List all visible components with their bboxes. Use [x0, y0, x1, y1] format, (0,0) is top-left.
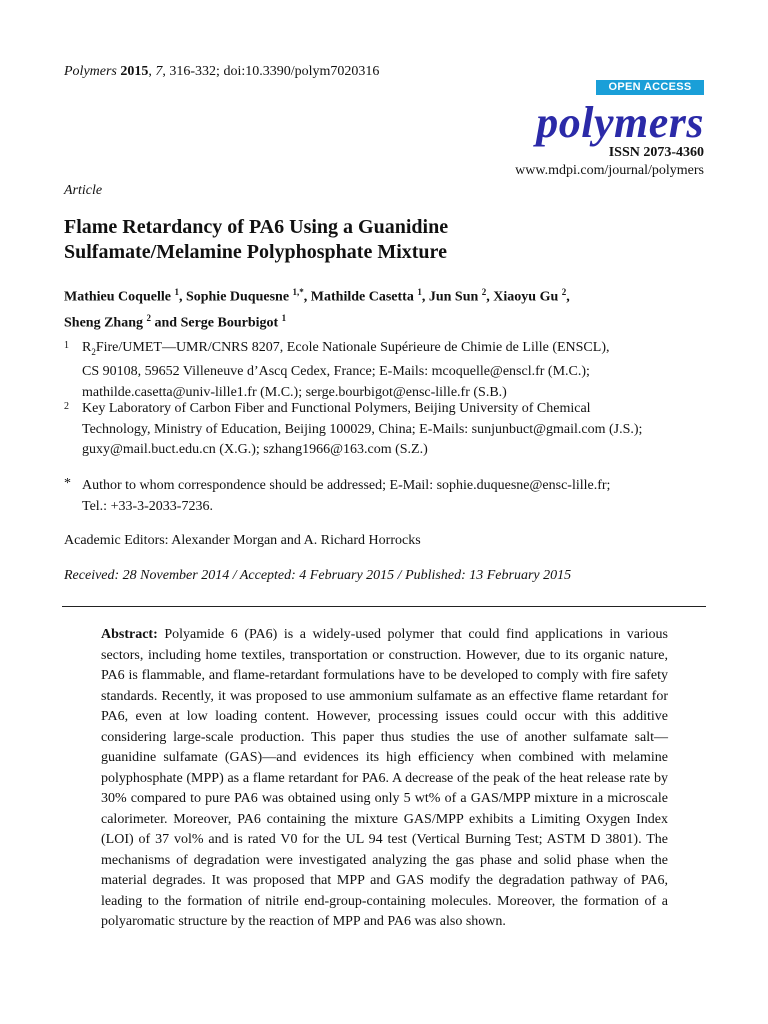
affiliation-line: guxy@mail.buct.edu.cn (X.G.); szhang1966@163.com (S.Z.): [82, 442, 428, 457]
author-affiliation-mark: 2: [481, 287, 487, 297]
affiliation-2: [82, 399, 706, 461]
author-affiliation-mark: 2: [561, 287, 567, 297]
abstract: [101, 625, 668, 933]
affiliation-line: Fire/UMET—UMR/CNRS 8207, Ecole Nationale Supérieure de Chimie de Lille (ENSCL),: [95, 340, 610, 355]
citation-journal: Polymers: [64, 64, 117, 79]
title-line: Flame Retardancy of PA6 Using a Guanidine: [64, 216, 449, 238]
academic-editors: Academic Editors: Alexander Morgan and A. Richard Horrocks: [64, 533, 421, 548]
issn: ISSN 2073-4360: [608, 145, 704, 160]
article-type: Article: [64, 183, 103, 198]
authors-and: and: [154, 315, 178, 331]
correspondence-line: Tel.: +33-3-2033-7236.: [82, 498, 213, 514]
affiliation-number: 1: [64, 340, 69, 351]
journal-url[interactable]: www.mdpi.com/journal/polymers: [515, 163, 704, 178]
correspondence-line: Author to whom correspondence should be addressed; E-Mail: sophie.duquesne@ensc-lille.fr;: [82, 478, 611, 493]
author-affiliation-mark: 2: [146, 313, 151, 324]
correspondence: [82, 476, 706, 517]
correspondence-star: *: [64, 476, 71, 491]
paper-title: [64, 215, 684, 265]
abstract-text: Polyamide 6 (PA6) is a widely-used polymer that could find applications in various sectors, including home textiles, transportation or construction. However, due to its organic nature, PA6 is flammable, and flame-retardant formulations have to be developed to comply with fire safety standards. Recently, it was proposed to use ammonium sulfamate as an effective flame retardant for PA6, even at low loading content. However, processing issues could occur with this additive considering large-scale production. This paper thus studies the use of another sulfamate salt—guanidine sulfamate (GAS)—and evidences its high efficiency when combined with melamine polyphosphate (MPP) as a flame retardant for PA6. A decrease of the peak of the heat release rate by 30% compared to pure PA6 was obtained using only 5 wt% of a GAS/MPP mixture in a microscale calorimeter. Moreover, PA6 containing the mixture GAS/MPP exhibits a Limiting Oxygen Index (LOI) of 37 vol% and is rated V0 for the UL 94 test (Vertical Burning Test; ASTM D 3801). The mechanisms of degradation were investigated analyzing the gas phase and solid phase when the material degrades. It was proposed that MPP and GAS modify the degradation pathway of PA6, leading to the formation of nitrile end-group-containing molecules. Moreover, the formation of a polyaromatic structure by the reaction of MPP and PA6 was also shown.: [101, 627, 669, 929]
affiliation-line: Technology, Ministry of Education, Beijing 100029, China; E-Mails: sunjunbuct@gmail.com (J.S.);: [82, 421, 643, 437]
r2-subscript: 2: [91, 346, 96, 357]
author-name: Sophie Duquesne: [185, 289, 290, 305]
author-name: Xiaoyu Gu: [493, 289, 559, 305]
author-affiliation-mark: 1,*: [292, 287, 304, 297]
author-affiliation-mark: 1: [281, 313, 287, 324]
affiliation-1: [82, 338, 706, 403]
r2-prefix: R: [82, 340, 92, 355]
author-name: Sheng Zhang: [64, 315, 143, 331]
citation-year: 2015: [120, 64, 149, 79]
author-name: Mathilde Casetta: [310, 289, 414, 305]
citation-line: Polymers 2015, 7, 316-332; doi:10.3390/polym7020316: [64, 64, 380, 79]
affiliation-line: mathilde.casetta@univ-lille1.fr (M.C.); serge.bourbigot@ensc-lille.fr (S.B.): [82, 384, 507, 400]
title-line: Sulfamate/Melamine Polyphosphate Mixture: [64, 241, 447, 263]
abstract-label: Abstract:: [101, 627, 158, 642]
divider: [62, 606, 706, 607]
author-affiliation-mark: 1: [174, 287, 179, 297]
journal-logo: polymers: [536, 98, 704, 147]
author-affiliation-mark: 1: [417, 287, 422, 297]
open-access-badge: OPEN ACCESS: [596, 80, 704, 95]
author-name: Jun Sun: [428, 289, 479, 305]
author-name: Serge Bourbigot: [180, 315, 279, 331]
affiliation-number: 2: [64, 401, 69, 412]
author-name: Mathieu Coquelle: [64, 289, 171, 305]
author-list: Mathieu Coquelle $^1$, Sophie Duquesne $^{1,*}$, Mathilde Casetta $^1$, Jun Sun $^2$, Xiaoyu Gu $^2$, Sheng Zhang $^2$ and Serge Bourbigot $^1$: [64, 287, 570, 331]
affiliation-line: CS 90108, 59652 Villeneuve d’Ascq Cedex, France; E-Mails: mcoquelle@enscl.fr (M.C.);: [82, 364, 590, 380]
citation-doi: , 316-332; doi:10.3390/polym7020316: [162, 64, 380, 79]
citation-volume: 7: [155, 64, 163, 79]
affiliation-line: Key Laboratory of Carbon Fiber and Functional Polymers, Beijing University of Chemical: [82, 401, 591, 416]
publication-dates: Received: 28 November 2014 / Accepted: 4 February 2015 / Published: 13 February 2015: [64, 568, 572, 583]
